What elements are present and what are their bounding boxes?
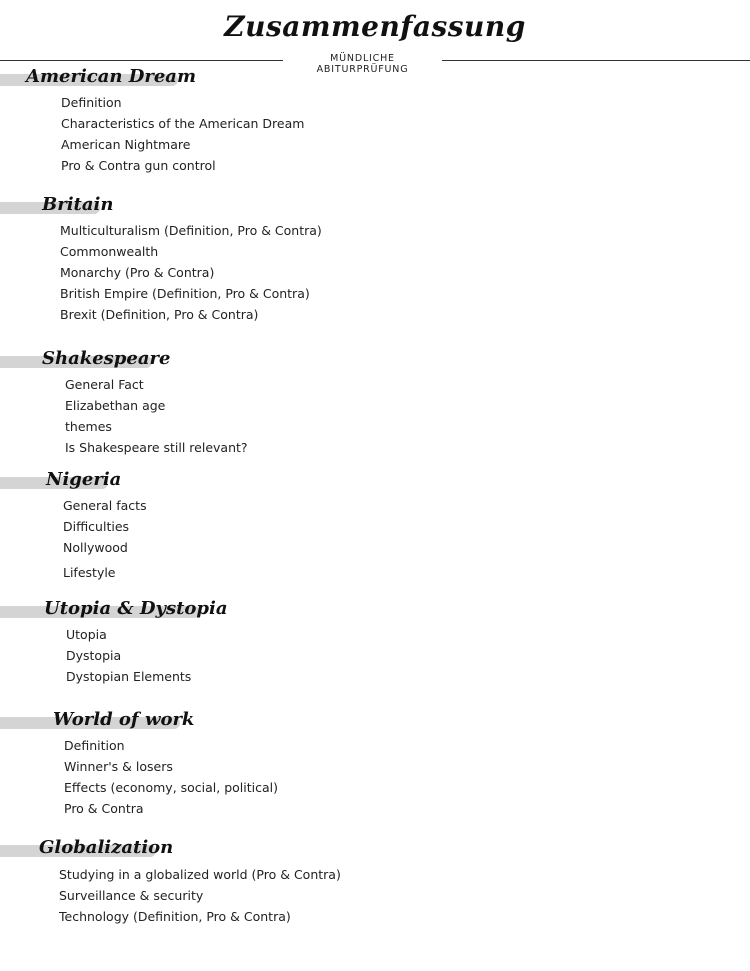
divider-right (442, 60, 750, 61)
list-item: Lifestyle (63, 565, 116, 580)
list-item: Definition (64, 738, 125, 753)
list-item: Difficulties (63, 519, 130, 534)
section-heading: Globalization (39, 837, 174, 858)
page-title: Zusammenfassung (224, 10, 526, 43)
topic-list (66, 624, 191, 687)
list-item: Effects (economy, social, political) (64, 780, 279, 795)
list-item: Winner's & losers (64, 759, 173, 774)
list-item: Pro & Contra (64, 801, 144, 816)
section-nigeria (0, 469, 750, 580)
list-item: Characteristics of the American Dream (61, 116, 305, 131)
list-item: General facts (63, 498, 147, 513)
list-item: Surveillance & security (59, 888, 204, 903)
section-heading: Britain (42, 194, 114, 215)
list-item: British Empire (Definition, Pro & Contra) (60, 286, 310, 301)
list-item: themes (65, 419, 112, 434)
section-britain (0, 194, 750, 322)
topic-list (60, 220, 322, 325)
section-world-of-work (0, 709, 750, 816)
list-item: American Nightmare (61, 137, 191, 152)
divider-left (0, 60, 283, 61)
topic-list (65, 374, 248, 458)
page-subtitle: MÜNDLICHE ABITURPRÜFUNG (316, 53, 409, 75)
list-item: Multiculturalism (Definition, Pro & Contra) (60, 223, 322, 238)
section-heading: Nigeria (46, 469, 122, 490)
section-shakespeare (0, 348, 750, 455)
list-item: Brexit (Definition, Pro & Contra) (60, 307, 259, 322)
section-american-dream (0, 66, 750, 173)
section-globalization (0, 837, 750, 924)
section-heading: Shakespeare (42, 348, 171, 369)
list-item: Technology (Definition, Pro & Contra) (59, 909, 291, 924)
list-item: Is Shakespeare still relevant? (65, 440, 248, 455)
list-item: Commonwealth (60, 244, 159, 259)
list-item: Utopia (66, 627, 107, 642)
topic-list (61, 92, 304, 176)
list-item: Studying in a globalized world (Pro & Contra) (59, 867, 341, 882)
list-item: Pro & Contra gun control (61, 158, 216, 173)
list-item: Nollywood (63, 540, 128, 555)
list-item: Elizabethan age (65, 398, 166, 413)
section-heading: Utopia & Dystopia (44, 598, 228, 619)
section-heading: World of work (53, 709, 195, 730)
section-heading: American Dream (26, 66, 197, 87)
list-item: General Fact (65, 377, 144, 392)
topic-list (63, 495, 147, 583)
topic-list (64, 735, 278, 819)
list-item: Definition (61, 95, 122, 110)
list-item: Monarchy (Pro & Contra) (60, 265, 215, 280)
list-item: Dystopia (66, 648, 122, 663)
section-utopia-dystopia (0, 598, 750, 684)
topic-list (59, 864, 341, 927)
list-item: Dystopian Elements (66, 669, 192, 684)
